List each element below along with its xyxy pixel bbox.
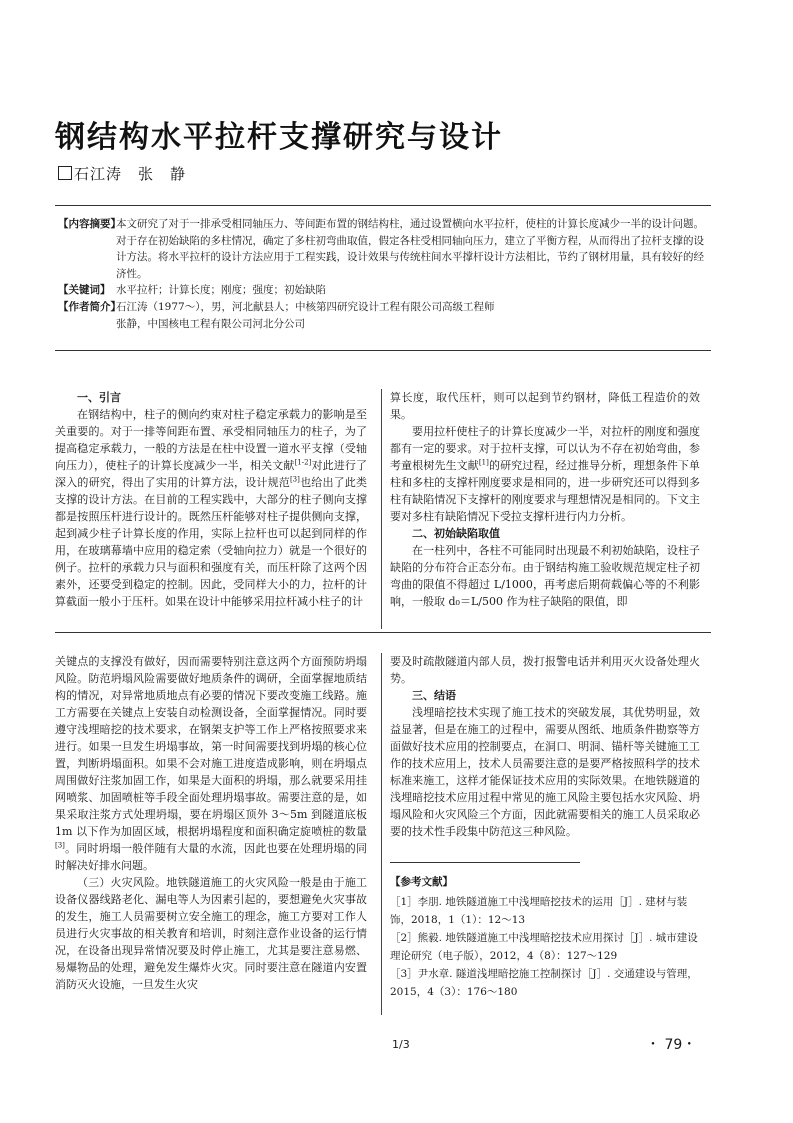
- intro-text-a: 在钢结构中，柱子的侧向约束对柱子稳定承载力的影响是至关重要的。对于一排等间距布置、承受相同轴压力的柱子，为了提高稳定承载力，一般的方法是在柱中设置一道水平支撑（受轴向压力），使柱子的计算长度减少一半，相关文献: [55, 408, 367, 472]
- section-heading-conclusion: 三、结语: [412, 689, 456, 702]
- reference-item: ［2］熊毅. 地铁隧道施工中浅埋暗挖技术应用探讨［J］. 城市建设理论研究（电子版），2012，4（8）：127～129: [390, 932, 698, 962]
- article-left-column: [55, 389, 367, 629]
- defect-paragraph: 在一柱列中，各柱不可能同时出现最不利初始缺陷，设柱子缺陷的分布符合正态分布。由于钢结构施工验收规范规定柱子初弯曲的限值不得超过 L/1000，再考虑后期荷载偏心等的不利影响，一般取 d₀＝L/500 作为柱子缺陷的限值，即: [390, 544, 700, 608]
- authors: 石江涛 张 静: [74, 165, 187, 183]
- divider-middle: [55, 632, 711, 633]
- column-divider-top: [381, 389, 382, 629]
- stiffness-text-b: 的研究过程，经过推导分析，理想条件下单柱和多柱的支撑杆刚度要求是相同的，进一步研究还可以得到多柱有缺陷情况下支撑杆的刚度要求与理想情况是相同的。下文主要对多柱有缺陷情况下受拉支撑杆进行内力分析。: [390, 459, 700, 523]
- references-title: 【参考文献】: [390, 876, 453, 888]
- collapse-text-a: 关键点的支撑没有做好，因而需要特别注意这两个方面预防坍塌风险。防范坍塌风险需要做好地质条件的调研，全面掌握地质结构的情况，对异常地质地点有必要的情况下要改变施工线路。施工方需要在关键点上安装自动检测设备，全面掌握情况。同时要遵守浅埋暗挖的技术要求，在钢架支护等工作上严格按照要求来进行。如果一旦发生坍塌事故，第一时间需要找到坍塌的核心位置，判断坍塌面积。如果不会对施工进度造成影响，则在坍塌点周围做好注浆加固工作，如果是大面积的坍塌，那么就要采用挂网喷浆、加固喷桩等手段全面处理坍塌事故。需要注意的是，如果采取注浆方式处理坍塌，要在坍塌区顶外 3～5m 到隧道底板 1m 以下作为加固区域，根据坍塌程度和面积确定旋喷桩的数量: [55, 655, 367, 838]
- fire-risk-paragraph: （三）火灾风险。地铁隧道施工的火灾风险一般是由于施工设备仪器线路老化、漏电等人为因素引起的，要想避免火灾事故的发生，施工人员需要树立安全施工的理念，施工方要对工作人员进行火灾事故的相关教育和培训，时刻注意作业设备的运行情况，在设备出现异常情况要及时停止施工，尤其是要注意易燃、易爆物品的处理，避免发生爆炸火灾。同时要注意在隧道内安置消防灭火设施，一旦发生火灾: [55, 876, 367, 991]
- citation-1: [1]: [478, 458, 489, 467]
- stiffness-paragraph: [390, 423, 700, 525]
- conclusion-paragraph: 浅埋暗挖技术实现了施工技术的突破发展，其优势明显，效益显著，但是在施工的过程中，需要从图纸、地质条件勘察等方面做好技术应用的控制要点，在洞口、明洞、锚杆等关键施工工作的技术应用上，技术人员需要注意的是要严格按照科学的技术标准来施工，这样才能保证技术应用的实际效果。在地铁隧道的浅埋暗挖技术应用过程中常见的施工风险主要包括水灾风险、坍塌风险和火灾风险三个方面，因此就需要相关的施工人员采取必要的技术性手段集中防范这三种风险。: [390, 706, 700, 838]
- collapse-text-b: 。同时坍塌一般伴随有大量的水流，因此也要在处理坍塌的同时解决好排水问题。: [55, 842, 367, 872]
- citation-1-2: [1-2]: [294, 458, 312, 467]
- citation-3: [3]: [289, 475, 300, 484]
- abstract-block: [58, 216, 708, 332]
- references-section: [390, 873, 702, 1001]
- author-bio-row: [58, 299, 708, 332]
- page-counter: 1/3: [392, 1038, 410, 1051]
- author-bio-2: 张静，中国核电工程有限公司河北分公司: [116, 317, 305, 330]
- author-bio-1: 石江涛（1977～），男，河北献县人；中核第四研究设计工程有限公司高级工程师: [116, 300, 495, 313]
- lower-left-column: [55, 653, 367, 1015]
- page-number: ・ 79・: [646, 1037, 697, 1053]
- intro-text-c: 也给出了此类支撑的设计方法。在目前的工程实践中，大部分的柱子侧向支撑都是按照压杆进行设计的。既然压杆能够对柱子提供侧向支撑，起到减少柱子计算长度的作用，实际上拉杆也可以起到同样的作用，在玻璃幕墙中应用的稳定索（受轴向拉力）就是一个很好的例子。拉杆的承载力只与面积和强度有关，而压杆除了这两个因素外，还要受到稳定的控制。因此，受同样大小的力，拉杆的计算截面一般小于压杆。如果在设计中能够采用拉杆减小柱子的计: [55, 476, 367, 608]
- keywords-row: [58, 282, 708, 299]
- square-box-icon: [58, 166, 72, 180]
- continued-paragraph: 算长度，取代压杆，则可以起到节约钢材，降低工程造价的效果。: [390, 391, 700, 421]
- divider-references: [390, 862, 580, 863]
- abstract-text: 本文研究了对于一排承受相同轴压力、等间距布置的钢结构柱，通过设置横向水平拉杆，使柱的计算长度减少一半的设计问题。对于存在初始缺陷的多柱情况，确定了多柱初弯曲取值，假定各柱受相同轴向压力，建立了平衡方程，从而得出了拉杆支撑的设计方法。将水平拉杆的设计方法应用于工程实践，设计效果与传统柱间水平撑杆设计方法相比，节约了钢材用量，具有较好的经济性。: [116, 218, 704, 280]
- section-heading-defect: 二、初始缺陷取值: [412, 527, 500, 540]
- section-heading-intro: 一、引言: [77, 391, 121, 404]
- reference-item: ［3］尹水章. 隧道浅埋暗挖施工控制探讨［J］. 交通建设与管理，2015，4（3）：176～180: [390, 968, 698, 998]
- fire-continued-paragraph: 要及时疏散隧道内部人员，拨打报警电话并利用灭火设备处理火势。: [390, 655, 700, 685]
- keywords-text: 水平拉杆；计算长度；刚度；强度；初始缺陷: [116, 284, 326, 297]
- author-bio-label: 【作者简介】: [58, 300, 121, 313]
- divider-top: [55, 205, 711, 206]
- divider-abstract-bottom: [55, 350, 711, 351]
- intro-text-b: 对此进行了深入的研究，得出了实用的计算方法，设计规范: [55, 459, 367, 489]
- column-divider-bottom: [381, 653, 382, 1015]
- paper-title: 钢结构水平拉杆支撑研究与设计: [55, 120, 503, 155]
- abstract-row: [58, 216, 708, 282]
- stiffness-text-a: 要用拉杆使柱子的计算长度减少一半，对拉杆的刚度和强度都有一定的要求。对于拉杆支撑，可以认为不存在初始弯曲，参考童根树先生文献: [390, 425, 700, 472]
- collapse-paragraph: [55, 653, 367, 874]
- reference-item: ［1］李朋. 地铁隧道施工中浅埋暗挖技术的运用［J］. 建材与装饰，2018，1（1）：12～13: [390, 896, 688, 926]
- abstract-label: 【内容摘要】: [58, 218, 121, 230]
- keywords-label: 【关键词】: [58, 284, 111, 297]
- lower-right-column: [390, 653, 700, 863]
- intro-paragraph: [55, 406, 367, 610]
- author-line: [58, 163, 186, 184]
- article-right-column: [390, 389, 700, 629]
- citation-3-lower: [3]: [55, 841, 65, 850]
